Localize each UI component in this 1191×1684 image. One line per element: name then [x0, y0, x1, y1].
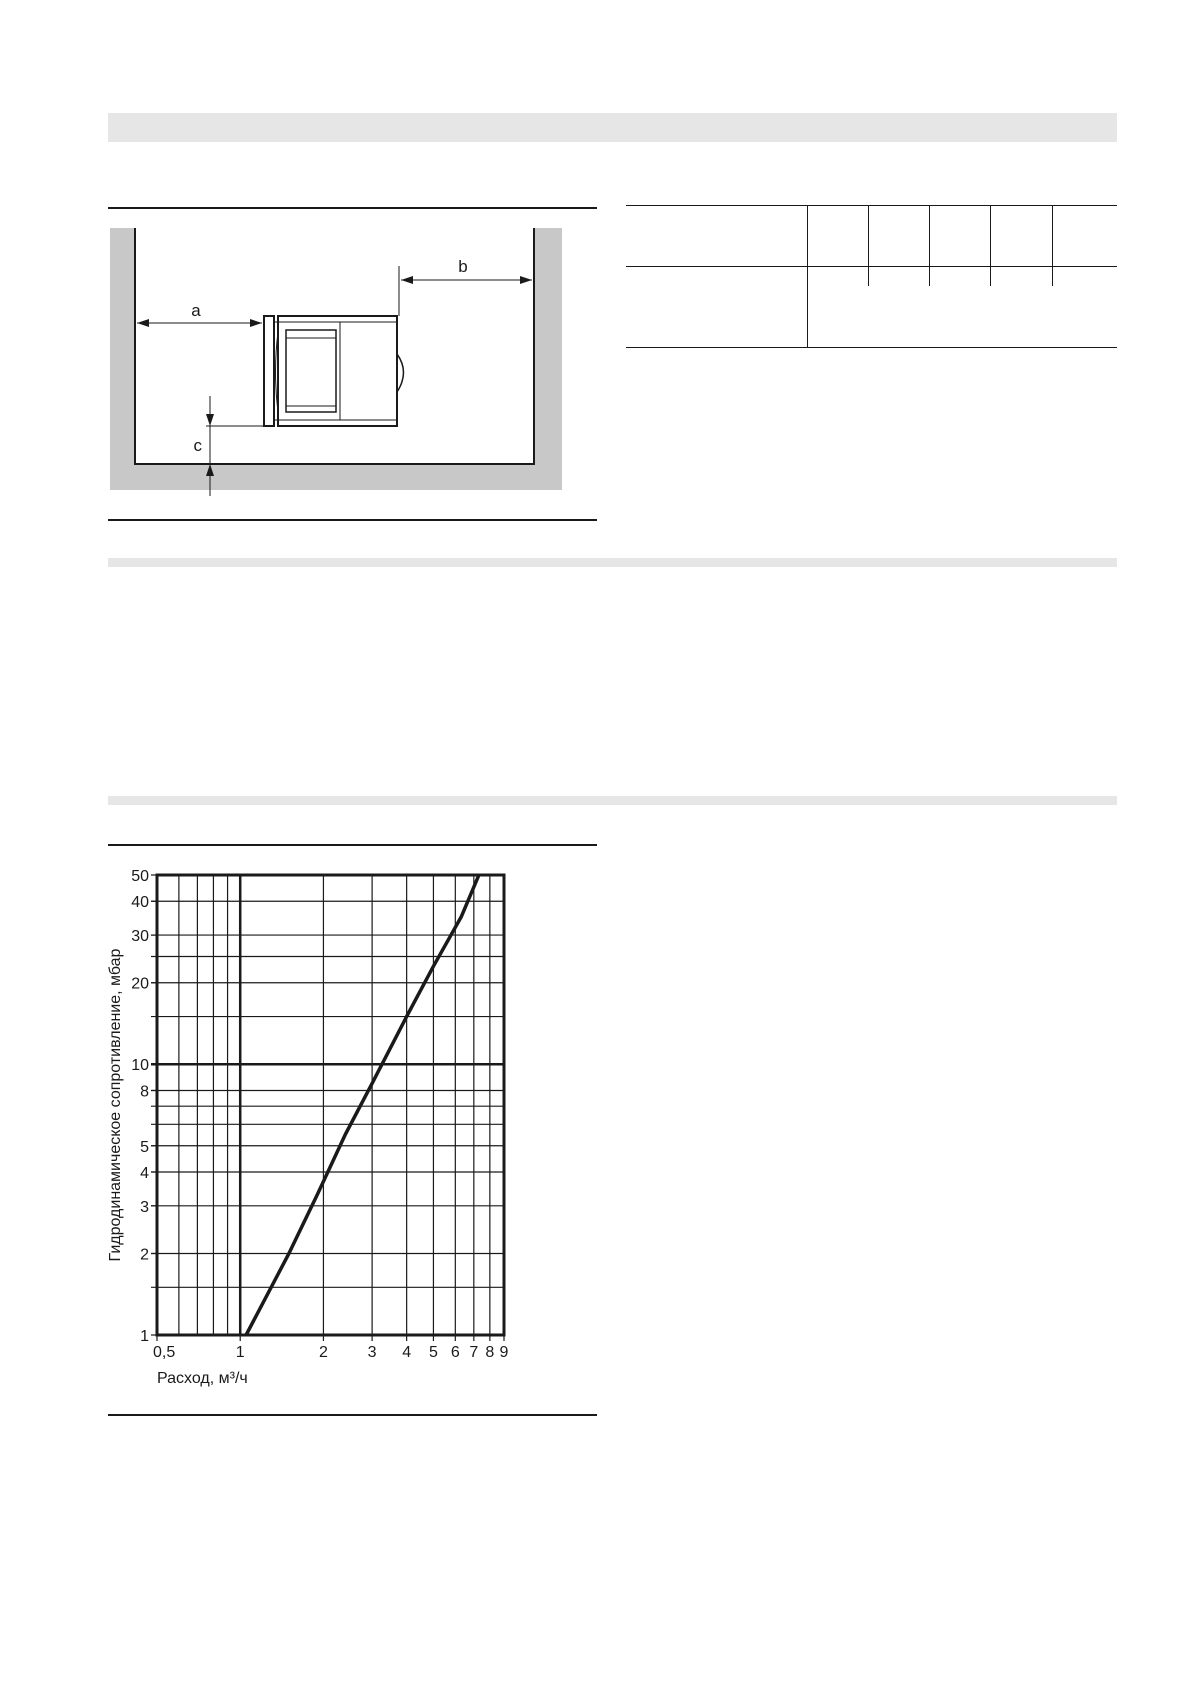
table-col-divider-3 — [929, 205, 930, 286]
boiler-outline — [264, 316, 404, 426]
section-header-band-2 — [108, 558, 1117, 567]
pressure-drop-curve — [246, 875, 479, 1335]
section-header-band-1 — [108, 113, 1117, 142]
x-tick-label: 7 — [469, 1344, 479, 1361]
installation-diagram — [108, 222, 588, 502]
table-col-divider-2 — [868, 205, 869, 286]
chart-top-rule — [108, 844, 597, 846]
pressure-drop-chart — [100, 855, 580, 1395]
x-axis-label: Расход, м³/ч — [157, 1370, 248, 1387]
y-tick-label: 50 — [131, 868, 149, 885]
y-tick-label: 10 — [131, 1057, 149, 1075]
dimension-b-label: b — [458, 257, 468, 276]
y-tick-label: 5 — [140, 1138, 149, 1156]
table-col-divider-4 — [990, 205, 991, 286]
diagram-top-rule — [108, 207, 597, 209]
x-tick-label: 6 — [450, 1344, 460, 1361]
table-top-rule — [626, 205, 1117, 206]
plot-frame — [157, 875, 504, 1335]
y-tick-label: 4 — [140, 1164, 149, 1182]
x-tick-label: 2 — [318, 1344, 328, 1361]
table-bottom-rule — [626, 347, 1117, 348]
x-tick-label: 5 — [428, 1344, 438, 1361]
dimension-a-label: a — [191, 301, 201, 320]
chart-bottom-rule — [108, 1414, 597, 1416]
y-tick-label: 30 — [131, 928, 149, 946]
x-tick-label: 1 — [235, 1344, 245, 1361]
table-header-rule — [626, 266, 1117, 267]
table-col-divider-1 — [807, 205, 808, 347]
y-tick-label: 2 — [140, 1246, 149, 1264]
dimension-a — [137, 319, 262, 327]
y-axis-label: Гидродинамическое сопротивление, мбар — [107, 948, 124, 1262]
y-tick-label: 40 — [131, 894, 149, 912]
x-tick-label: 4 — [402, 1344, 412, 1361]
x-tick-label: 3 — [367, 1344, 377, 1361]
x-tick-label: 8 — [485, 1344, 495, 1361]
y-tick-label: 1 — [140, 1328, 149, 1345]
table-col-divider-5 — [1052, 205, 1053, 286]
x-tick-label: 0,5 — [153, 1344, 176, 1361]
dimension-c-label: c — [193, 436, 202, 455]
y-tick-label: 20 — [131, 975, 149, 993]
y-tick-label: 3 — [140, 1198, 149, 1216]
section-header-band-3 — [108, 796, 1117, 805]
y-tick-label: 8 — [140, 1083, 149, 1101]
diagram-bottom-rule — [108, 519, 597, 521]
x-tick-label: 9 — [499, 1344, 509, 1361]
